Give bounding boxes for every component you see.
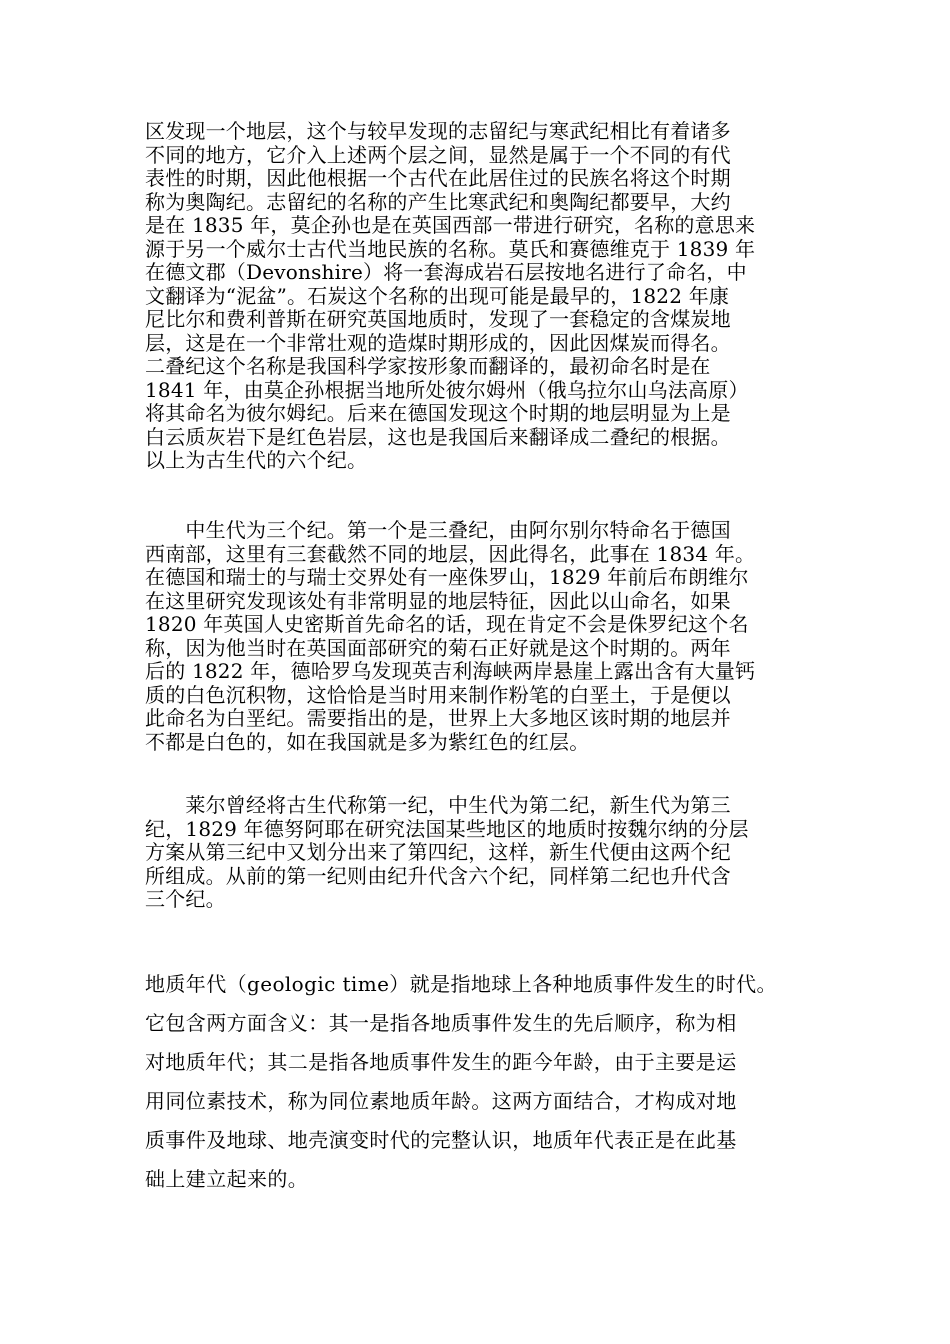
text-line: 方案从第三纪中又划分出来了第四纪，这样，新生代便由这两个纪 xyxy=(145,840,731,864)
text-line: 表性的时期，因此他根据一个古代在此居住过的民族名将这个时期 xyxy=(145,166,731,190)
text-line: 在德文郡（Devonshire）将一套海成岩石层按地名进行了命名，中 xyxy=(145,260,747,284)
text-line: 文翻译为“泥盆”。石炭这个名称的出现可能是最早的，1822 年康 xyxy=(145,283,730,308)
text-line: 1841 年，由莫企孙根据当地所处彼尔姆州（俄乌拉尔山乌法高原） xyxy=(145,377,749,402)
text-line: 中生代为三个纪。第一个是三叠纪，由阿尔别尔特命名于德国 xyxy=(145,518,731,542)
paragraph-paleozoic-periods xyxy=(145,120,755,473)
text-line: 是在 1835 年，莫企孙也是在英国西部一带进行研究，名称的意思来 xyxy=(145,213,756,237)
text-line: 区发现一个地层，这个与较早发现的志留纪与寒武纪相比有着诸多 xyxy=(145,119,731,143)
text-line: 不都是白色的，如在我国就是多为紫红色的红层。 xyxy=(145,729,590,754)
text-line: 层，这是在一个非常壮观的造煤时期形成的，因此因煤炭而得名。 xyxy=(145,330,731,355)
text-line: 所组成。从前的第一纪则由纪升代含六个纪，同样第二纪也升代含 xyxy=(145,863,731,888)
paragraph-mesozoic-periods xyxy=(145,519,755,754)
text-line: 在德国和瑞士的与瑞士交界处有一座侏罗山，1829 年前后布朗维尔 xyxy=(145,565,749,589)
text-line: 二叠纪这个名称是我国科学家按形象而翻译的，最初命名时是在 xyxy=(145,354,711,378)
text-line: 将其命名为彼尔姆纪。后来在德国发现这个时期的地层明显为上是 xyxy=(145,401,731,425)
text-line: 地质年代（geologic time）就是指地球上各种地质事件发生的时代。 xyxy=(145,972,777,996)
text-line: 用同位素技术，称为同位素地质年龄。这两方面结合，才构成对地 xyxy=(145,1089,737,1113)
text-line: 莱尔曾经将古生代称第一纪，中生代为第二纪，新生代为第三 xyxy=(145,793,731,817)
text-line: 称，因为他当时在英国面部研究的菊石正好就是这个时期的。两年 xyxy=(145,635,731,660)
text-line: 白云质灰岩下是红色岩层，这也是我国后来翻译成二叠纪的根据。 xyxy=(145,424,731,449)
text-line: 三个纪。 xyxy=(145,887,226,911)
text-line: 后的 1822 年，德哈罗乌发现英吉利海峡两岸悬崖上露出含有大量钙 xyxy=(145,659,756,683)
text-line: 尼比尔和费利普斯在研究英国地质时，发现了一套稳定的含煤炭地 xyxy=(145,307,731,331)
text-line: 纪，1829 年德努阿耶在研究法国某些地区的地质时按魏尔纳的分层 xyxy=(145,816,749,841)
paragraph-geologic-time xyxy=(145,965,777,1199)
text-line: 源于另一个威尔士古代当地民族的名称。莫氏和赛德维克于 1839 年 xyxy=(145,236,756,261)
text-line: 在这里研究发现该处有非常明显的地层特征，因此以山命名，如果 xyxy=(145,588,731,613)
text-line: 础上建立起来的。 xyxy=(145,1167,309,1191)
text-line: 以上为古生代的六个纪。 xyxy=(145,448,368,472)
text-line: 对地质年代；其二是指各地质事件发生的距今年龄，由于主要是运 xyxy=(145,1050,737,1074)
text-line: 它包含两方面含义：其一是指各地质事件发生的先后顺序，称为相 xyxy=(145,1011,737,1035)
text-line: 质的白色沉积物，这恰恰是当时用来制作粉笔的白垩土，于是便以 xyxy=(145,682,731,707)
text-line: 此命名为白垩纪。需要指出的是，世界上大多地区该时期的地层并 xyxy=(145,706,731,730)
text-line: 1820 年英国人史密斯首先命名的话，现在肯定不会是侏罗纪这个名 xyxy=(145,612,749,636)
text-line: 西南部，这里有三套截然不同的地层，因此得名，此事在 1834 年。 xyxy=(145,541,756,566)
text-line: 称为奥陶纪。志留纪的名称的产生比寒武纪和奥陶纪都要早，大约 xyxy=(145,189,731,214)
paragraph-cenozoic-periods xyxy=(145,794,749,912)
text-line: 质事件及地球、地壳演变时代的完整认识，地质年代表正是在此基 xyxy=(145,1128,737,1152)
text-line: 不同的地方，它介入上述两个层之间，显然是属于一个不同的有代 xyxy=(145,142,731,167)
